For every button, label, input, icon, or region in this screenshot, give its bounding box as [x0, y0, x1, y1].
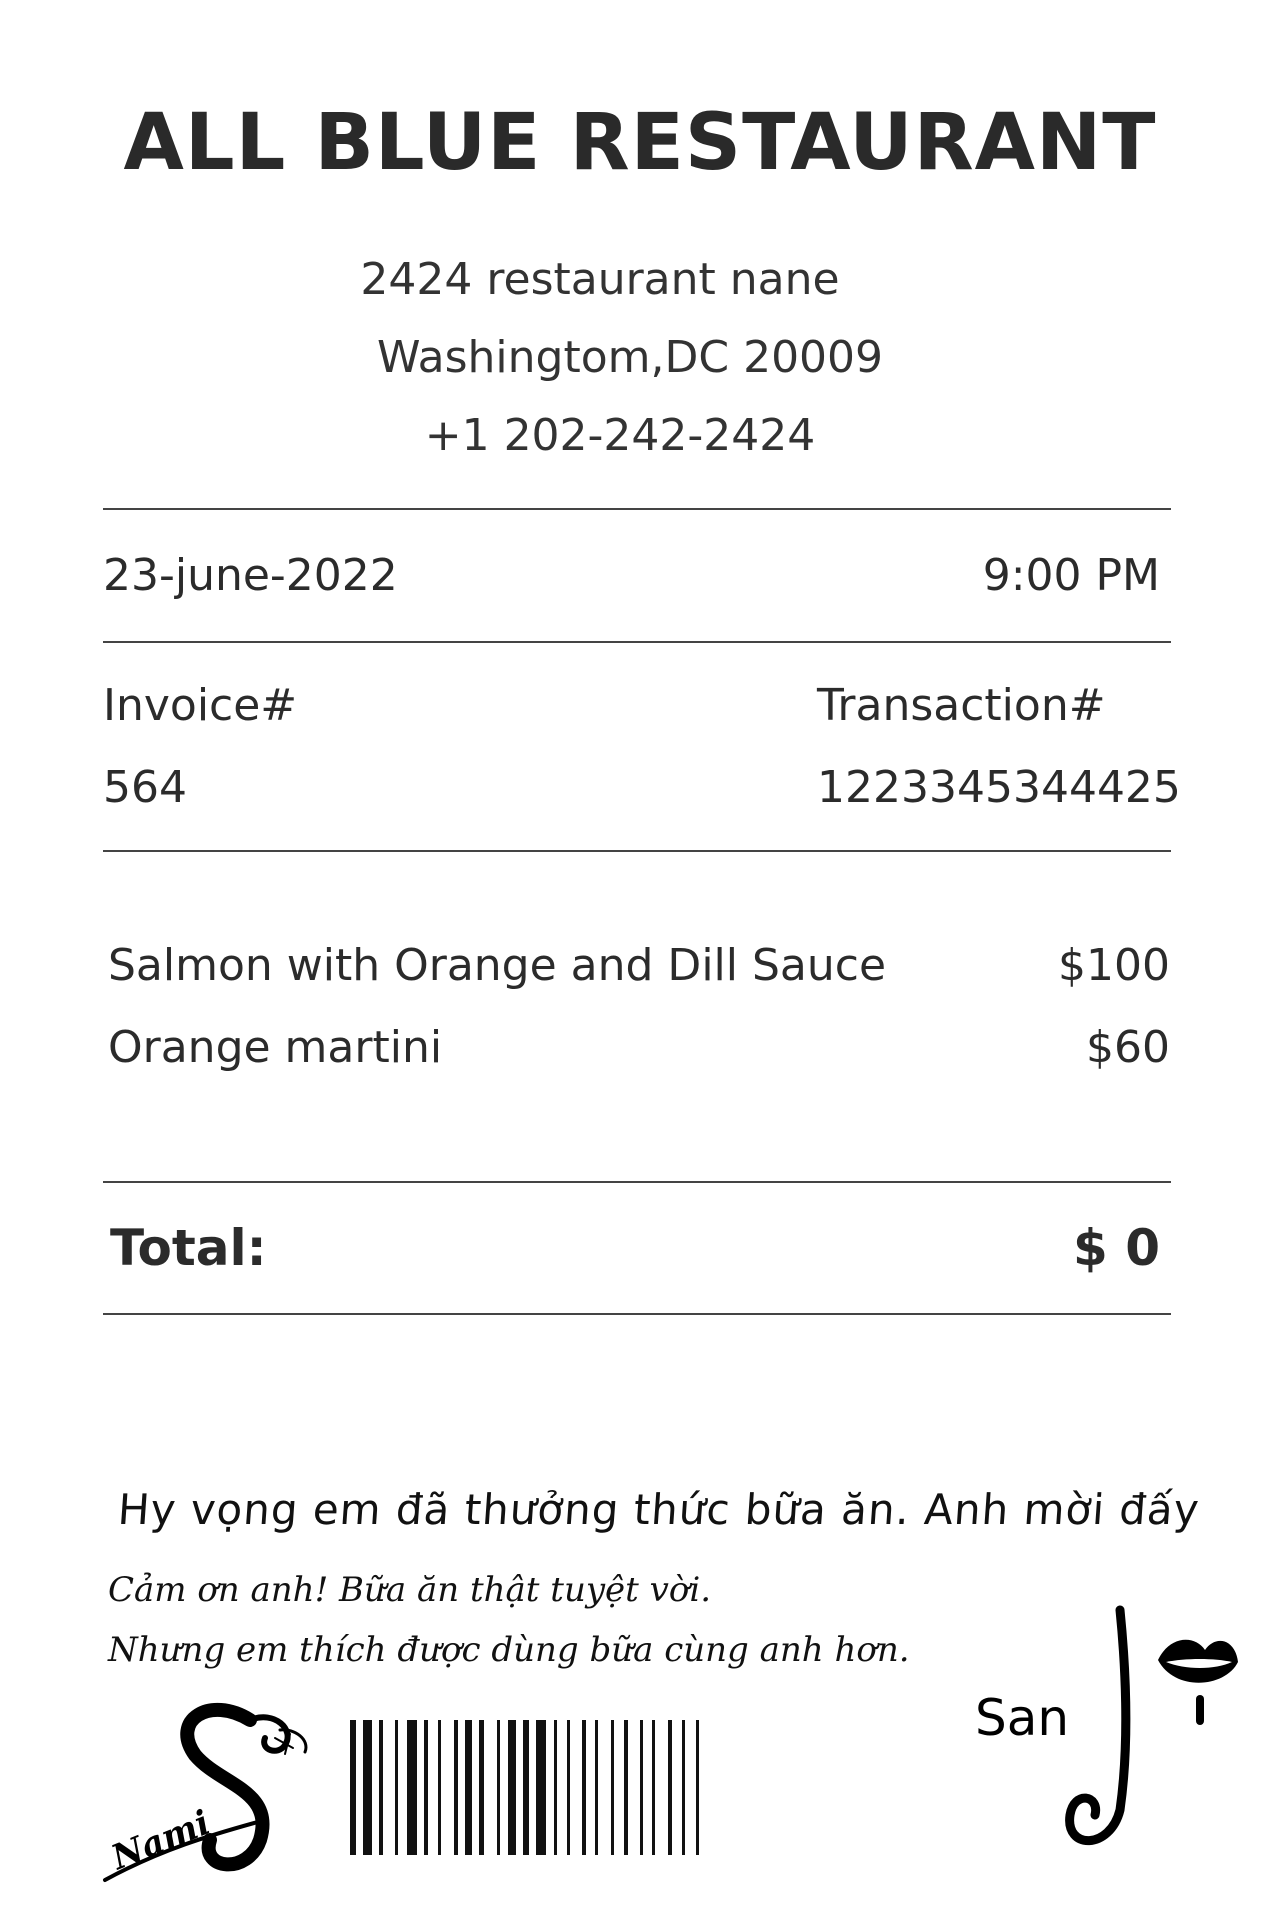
total-amount: $ 0: [1073, 1219, 1160, 1277]
nami-signature-text: Nami: [106, 1802, 216, 1879]
handwritten-note-1: Hy vọng em đã thưởng thức bữa ăn. Anh mời đấy: [116, 1485, 1202, 1534]
barcode-bar: [554, 1720, 557, 1855]
barcode-bar: [438, 1720, 441, 1855]
barcode-bar: [395, 1720, 398, 1855]
line-item-price: $60: [1086, 1022, 1170, 1073]
barcode-bar: [363, 1720, 372, 1855]
transaction-number: 1223345344425: [817, 762, 1181, 813]
restaurant-name: ALL BLUE RESTAURANT: [123, 98, 1157, 188]
barcode-bar: [497, 1720, 500, 1855]
barcode-bar: [668, 1720, 672, 1855]
line-item-name: Salmon with Orange and Dill Sauce: [108, 940, 887, 991]
handwritten-note-3: Nhưng em thích được dùng bữa cùng anh hơn.: [108, 1630, 910, 1670]
barcode-bar: [696, 1720, 699, 1855]
line-item-name: Orange martini: [108, 1022, 443, 1073]
barcode-bar: [379, 1720, 383, 1855]
barcode-bar: [508, 1720, 516, 1855]
nami-signature: [100, 1690, 330, 1890]
barcode-bar: [536, 1720, 546, 1855]
barcode-bar: [407, 1720, 417, 1855]
address-line-1: 2424 restaurant nane: [360, 254, 840, 305]
barcode-bar: [523, 1720, 529, 1855]
receipt-time: 9:00 PM: [982, 550, 1160, 601]
barcode-bar: [624, 1720, 628, 1855]
barcode-bar: [350, 1720, 356, 1855]
receipt-date: 23-june-2022: [103, 550, 398, 601]
invoice-label: Invoice#: [103, 680, 298, 731]
transaction-label: Transaction#: [817, 680, 1106, 731]
barcode-bar: [479, 1720, 484, 1855]
divider: [103, 641, 1171, 643]
barcode-bar: [567, 1720, 570, 1855]
barcode-bar: [454, 1720, 458, 1855]
address-line-2: Washingtom,DC 20009: [376, 332, 884, 383]
barcode-bar: [652, 1720, 655, 1855]
divider: [103, 1181, 1171, 1183]
line-item-price: $100: [1058, 940, 1170, 991]
lips-icon: [1158, 1640, 1238, 1725]
barcode-bar: [611, 1720, 614, 1855]
sanji-signature-text: San: [975, 1689, 1070, 1747]
barcode-bar: [640, 1720, 643, 1855]
sanji-signature: [970, 1600, 1240, 1860]
invoice-number: 564: [103, 762, 187, 813]
barcode: [350, 1720, 925, 1855]
barcode-bar: [595, 1720, 598, 1855]
divider: [103, 1313, 1171, 1315]
divider: [103, 508, 1171, 510]
barcode-bar: [465, 1720, 472, 1855]
barcode-bar: [682, 1720, 685, 1855]
barcode-bar: [582, 1720, 586, 1855]
handwritten-note-2: Cảm ơn anh! Bữa ăn thật tuyệt vời.: [108, 1570, 712, 1610]
barcode-bar: [424, 1720, 428, 1855]
phone-number: +1 202-242-2424: [424, 410, 816, 461]
total-label: Total:: [110, 1219, 267, 1277]
divider: [103, 850, 1171, 852]
